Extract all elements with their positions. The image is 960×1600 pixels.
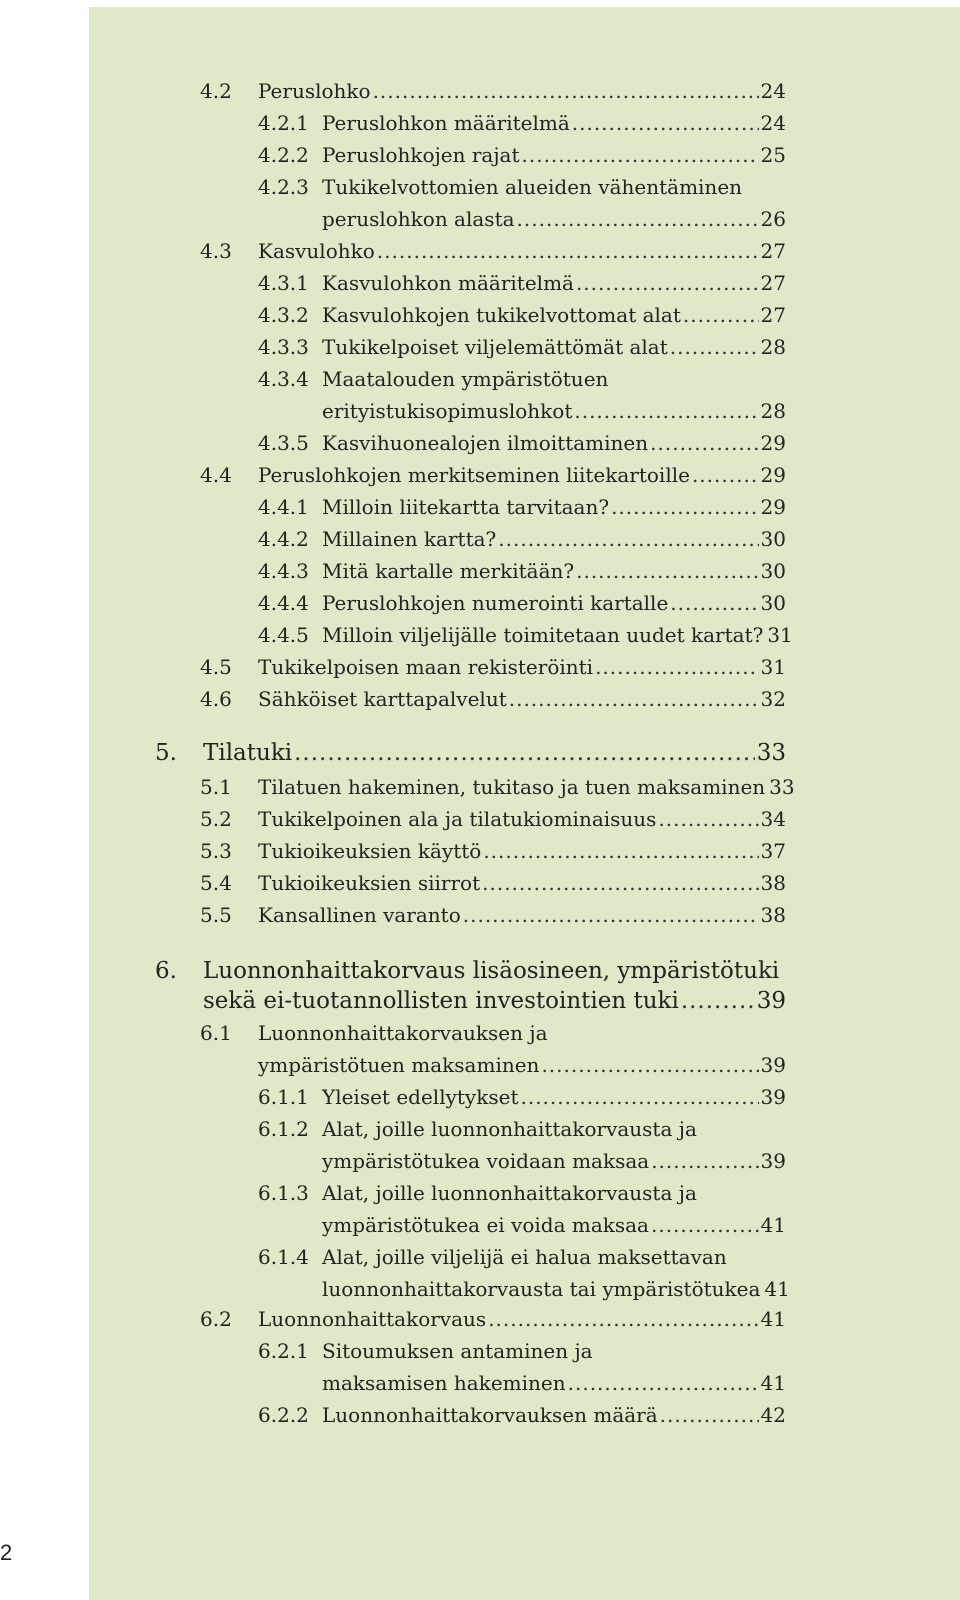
dot-leader — [611, 494, 758, 520]
dot-leader — [670, 334, 759, 360]
toc-entry-number: 6. — [155, 958, 177, 984]
toc-entry-title: luonnonhaittakorvausta tai ympäristötukea — [322, 1277, 761, 1301]
toc-entry-number: 4.4.4 — [258, 591, 309, 615]
toc-entry-page: 39 — [756, 988, 786, 1014]
toc-entry-title: Tukikelpoiset viljelemättömät alat — [322, 335, 668, 359]
toc-entry-title: Alat, joille viljelijä ei halua maksettavan — [322, 1245, 727, 1269]
toc-entry-page: 41 — [760, 1307, 786, 1331]
toc-entry-number: 6.1.3 — [258, 1181, 309, 1205]
toc-entry-page: 41 — [764, 1277, 790, 1301]
toc-entry-title: Tukikelvottomien alueiden vähentäminen — [322, 175, 743, 199]
dot-leader — [373, 78, 759, 104]
dot-leader — [576, 270, 759, 296]
dot-leader — [294, 740, 755, 766]
toc-entry-number: 4.2.3 — [258, 175, 309, 199]
toc-entry-title: Kansallinen varanto — [258, 903, 461, 927]
toc-entry-page: 33 — [756, 740, 786, 766]
dot-leader — [482, 870, 758, 896]
toc-entry-number: 4.3.3 — [258, 335, 309, 359]
toc-entry-page: 27 — [760, 271, 786, 295]
toc-entry-page: 30 — [760, 591, 786, 615]
dot-leader — [520, 1084, 758, 1110]
toc-entry-title: Mitä kartalle merkitään? — [322, 559, 575, 583]
toc-entry-title: Peruslohkon määritelmä — [322, 111, 570, 135]
toc-entry-title: erityistukisopimuslohkot — [322, 399, 573, 423]
toc-entry-page: 27 — [760, 303, 786, 327]
toc-entry-number: 4.3.4 — [258, 367, 309, 391]
toc-entry-title: Luonnonhaittakorvaus — [258, 1307, 487, 1331]
toc-entry-page: 42 — [760, 1403, 786, 1427]
toc-entry-number: 6.1 — [200, 1021, 232, 1045]
toc-entry-title: Luonnonhaittakorvauksen määrä — [322, 1403, 658, 1427]
toc-entry-page: 39 — [760, 1149, 786, 1173]
toc-entry-title: Tukioikeuksien siirrot — [258, 871, 481, 895]
dot-leader — [692, 462, 759, 488]
dot-leader — [483, 838, 758, 864]
toc-entry-title: Kasvulohkojen tukikelvottomat alat — [322, 303, 681, 327]
toc-entry-page: 30 — [760, 527, 786, 551]
toc-entry-page: 38 — [760, 903, 786, 927]
toc-entry-number: 4.4.1 — [258, 495, 309, 519]
dot-leader — [651, 1212, 759, 1238]
toc-entry-title: Peruslohko — [258, 79, 371, 103]
toc-entry-page: 37 — [760, 839, 786, 863]
dot-leader — [517, 206, 759, 232]
toc-entry-number: 4.3.2 — [258, 303, 309, 327]
toc-entry-title: Kasvulohko — [258, 239, 375, 263]
toc-entry-title: ympäristötuen maksaminen — [258, 1053, 540, 1077]
toc-entry-page: 28 — [760, 335, 786, 359]
toc-entry-title: Peruslohkojen rajat — [322, 143, 520, 167]
toc-entry-number: 4.4.2 — [258, 527, 309, 551]
toc-entry-title: Millainen kartta? — [322, 527, 497, 551]
toc-entry-title: Kasvihuonealojen ilmoittaminen — [322, 431, 649, 455]
toc-entry-title: Tilatuki — [203, 740, 293, 766]
toc-entry-number: 5.1 — [200, 775, 232, 799]
dot-leader — [595, 654, 758, 680]
toc-entry-title: Peruslohkojen merkitseminen liitekartoille — [258, 463, 690, 487]
dot-leader — [541, 1052, 758, 1078]
dot-leader — [681, 988, 755, 1014]
dot-leader — [498, 526, 758, 552]
toc-entry-number: 4.4.3 — [258, 559, 309, 583]
toc-entry-title: Alat, joille luonnonhaittakorvausta ja — [322, 1181, 697, 1205]
dot-leader — [650, 430, 758, 456]
toc-entry-number: 5.2 — [200, 807, 232, 831]
dot-leader — [488, 1306, 758, 1332]
toc-entry-page: 29 — [760, 495, 786, 519]
toc-entry-page: 26 — [760, 207, 786, 231]
toc-entry-title: Tukikelpoinen ala ja tilatukiominaisuus — [258, 807, 657, 831]
dot-leader — [651, 1148, 758, 1174]
toc-entry-title: Sitoumuksen antaminen ja — [322, 1339, 593, 1363]
dot-leader — [568, 1370, 759, 1396]
toc-entry-page: 25 — [760, 143, 786, 167]
toc-entry-title: Alat, joille luonnonhaittakorvausta ja — [322, 1117, 697, 1141]
toc-entry-page: 30 — [760, 559, 786, 583]
toc-entry-title: Luonnonhaittakorvaus lisäosineen, ympäristötuki — [203, 958, 780, 984]
toc-entry-number: 5.3 — [200, 839, 232, 863]
toc-entry-number: 4.3.1 — [258, 271, 309, 295]
toc-entry-title: Milloin viljelijälle toimitetaan uudet kartat? — [322, 623, 764, 647]
toc-entry-title: peruslohkon alasta — [322, 207, 515, 231]
dot-leader — [463, 902, 759, 928]
dot-leader — [377, 238, 759, 264]
toc-entry-number: 4.2 — [200, 79, 232, 103]
toc-entry-title: Milloin liitekartta tarvitaan? — [322, 495, 610, 519]
toc-entry-number: 6.1.1 — [258, 1085, 309, 1109]
toc-entry-page: 32 — [760, 687, 786, 711]
toc-entry-number: 5. — [155, 740, 177, 766]
dot-leader — [522, 142, 759, 168]
dot-leader — [572, 110, 759, 136]
toc-entry-page: 39 — [760, 1053, 786, 1077]
toc-entry-title: ympäristötukea voidaan maksaa — [322, 1149, 650, 1173]
dot-leader — [670, 590, 758, 616]
toc-entry-number: 4.6 — [200, 687, 232, 711]
toc-entry-number: 6.2.1 — [258, 1339, 309, 1363]
toc-entry-page: 38 — [760, 871, 786, 895]
toc-entry-page: 28 — [760, 399, 786, 423]
toc-entry-number: 6.1.4 — [258, 1245, 309, 1269]
toc-entry-title: Tukikelpoisen maan rekisteröinti — [258, 655, 594, 679]
dot-leader — [509, 686, 759, 712]
page-number: 2 — [0, 1540, 13, 1565]
toc-entry-title: Maatalouden ympäristötuen — [322, 367, 609, 391]
toc-entry-number: 4.4.5 — [258, 623, 309, 647]
toc-entry-title: Tilatuen hakeminen, tukitaso ja tuen maksaminen — [258, 775, 766, 799]
toc-entry-title: sekä ei-tuotannollisten investointien tuki — [203, 988, 679, 1014]
toc-entry-title: Kasvulohkon määritelmä — [322, 271, 574, 295]
toc-entry-title: Peruslohkojen numerointi kartalle — [322, 591, 669, 615]
dot-leader — [658, 806, 758, 832]
dot-leader — [576, 558, 758, 584]
toc-entry-number: 4.5 — [200, 655, 232, 679]
dot-leader — [660, 1402, 759, 1428]
toc-entry-page: 41 — [760, 1213, 786, 1237]
toc-entry-page: 29 — [760, 463, 786, 487]
toc-entry-page: 41 — [760, 1371, 786, 1395]
toc-entry-title: maksamisen hakeminen — [322, 1371, 566, 1395]
toc-entry-page: 27 — [760, 239, 786, 263]
dot-leader — [574, 398, 758, 424]
toc-entry-title: Tukioikeuksien käyttö — [258, 839, 482, 863]
toc-entry-number: 4.3 — [200, 239, 232, 263]
dot-leader — [683, 302, 759, 328]
toc-entry-page: 24 — [760, 79, 786, 103]
toc-entry-number: 5.5 — [200, 903, 232, 927]
toc-entry-number: 4.3.5 — [258, 431, 309, 455]
toc-entry-page: 33 — [769, 775, 795, 799]
toc-entry-page: 34 — [760, 807, 786, 831]
toc-entry-number: 4.2.1 — [258, 111, 309, 135]
toc-entry-number: 6.2.2 — [258, 1403, 309, 1427]
toc-entry-number: 4.4 — [200, 463, 232, 487]
toc-entry-number: 6.2 — [200, 1307, 232, 1331]
toc-entry-title: ympäristötukea ei voida maksaa — [322, 1213, 649, 1237]
toc-entry-page: 39 — [760, 1085, 786, 1109]
toc-entry-number: 4.2.2 — [258, 143, 309, 167]
toc-entry-title: Sähköiset karttapalvelut — [258, 687, 507, 711]
toc-entry-title: Luonnonhaittakorvauksen ja — [258, 1021, 548, 1045]
toc-entry-page: 31 — [767, 623, 793, 647]
toc-entry-title: Yleiset edellytykset — [322, 1085, 519, 1109]
toc-entry-page: 31 — [760, 655, 786, 679]
toc-entry-page: 24 — [760, 111, 786, 135]
toc-entry-number: 5.4 — [200, 871, 232, 895]
toc-entry-number: 6.1.2 — [258, 1117, 309, 1141]
toc-entry-page: 29 — [760, 431, 786, 455]
